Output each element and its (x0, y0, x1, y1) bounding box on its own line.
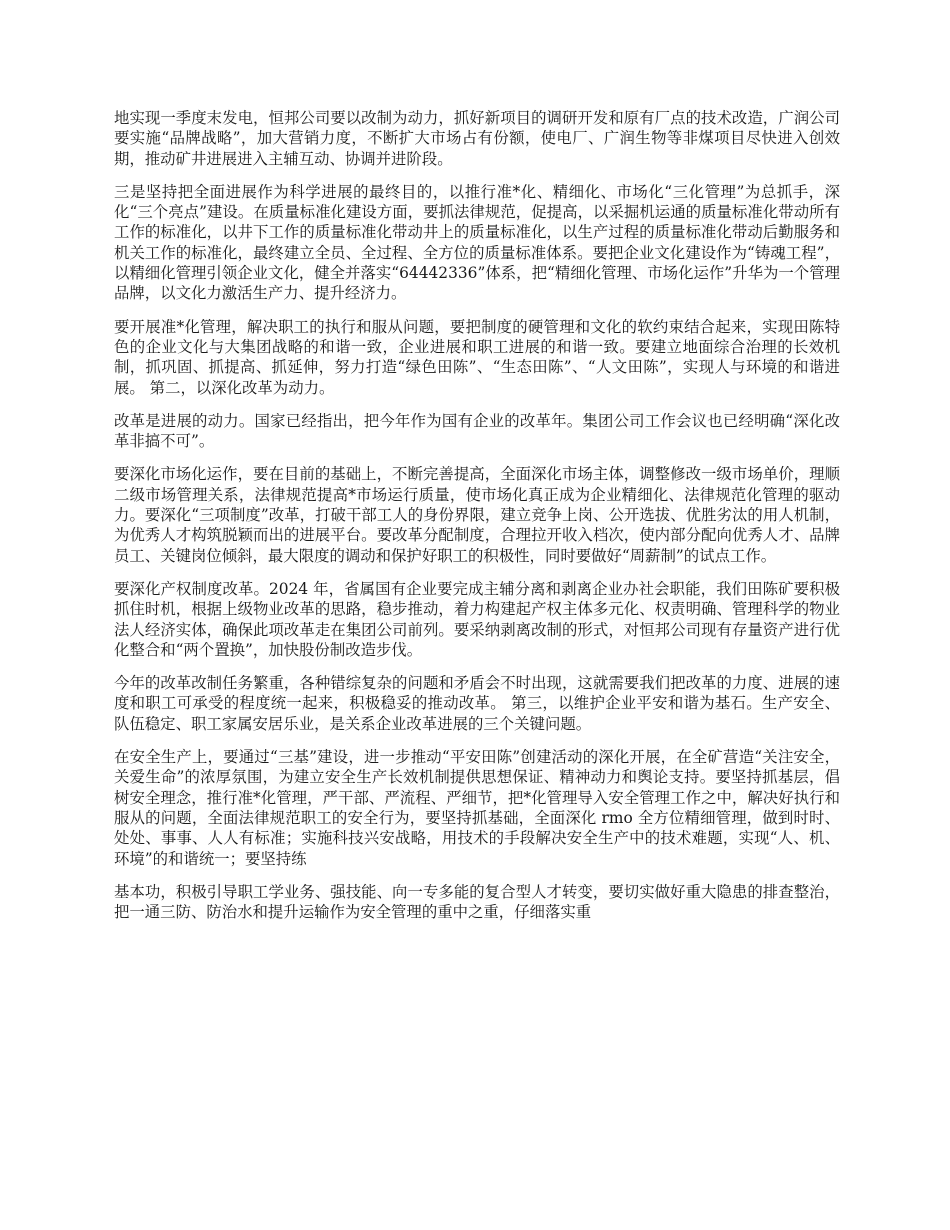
paragraph: 改革是进展的动力。国家已经指出，把今年作为国有企业的改革年。集团公司工作会议也已经明确“深化改革非搞不可”。 (114, 411, 840, 451)
paragraph: 今年的改革改制任务繁重，各种错综复杂的问题和矛盾会不时出现，这就需要我们把改革的力度、进展的速度和职工可承受的程度统一起来，积极稳妥的推动改革。 第三，以维护企业平安和谐为基石。生产安全、队伍稳定、职工家属安居乐业，是关系企业改革进展的三个关键问题。 (114, 674, 840, 733)
document-body (114, 108, 840, 935)
paragraph: 要开展准*化管理，解决职工的执行和服从问题，要把制度的硬管理和文化的软约束结合起来，实现田陈特色的企业文化与大集团战略的和谐一致，企业进展和职工进展的和谐一致。要建立地面综合治理的长效机制，抓巩固、抓提高、抓延伸，努力打造“绿色田陈”、“生态田陈”、“人文田陈”，实现人与环境的和谐进展。 第二，以深化改革为动力。 (114, 317, 840, 397)
paragraph: 基本功，积极引导职工学业务、强技能、向一专多能的复合型人才转变，要切实做好重大隐患的排查整治，把一通三防、防治水和提升运输作为安全管理的重中之重，仔细落实重 (114, 882, 840, 922)
paragraph: 要深化市场化运作，要在目前的基础上，不断完善提高，全面深化市场主体，调整修改一级市场单价，理顺二级市场管理关系，法律规范提高*市场运行质量，使市场化真正成为企业精细化、法律规范化管理的驱动力。要深化“三项制度”改革，打破干部工人的身份界限，建立竞争上岗、公开选拔、优胜劣汰的用人机制，为优秀人才构筑脱颖而出的进展平台。要改革分配制度，合理拉开收入档次，使内部分配向优秀人才、品牌员工、关键岗位倾斜，最大限度的调动和保护好职工的积极性，同时要做好“周薪制”的试点工作。 (114, 465, 840, 565)
paragraph: 三是坚持把全面进展作为科学进展的最终目的，以推行准*化、精细化、市场化“三化管理”为总抓手，深化“三个亮点”建设。在质量标准化建设方面，要抓法律规范，促提高，以采掘机运通的质量标准化带动所有工作的标准化，以井下工作的质量标准化带动井上的质量标准化，以生产过程的质量标准化带动后勤服务和机关工作的标准化，最终建立全员、全过程、全方位的质量标准体系。要把企业文化建设作为“铸魂工程”，以精细化管理引领企业文化，健全并落实“64442336”体系，把“精细化管理、市场化运作”升华为一个管理品牌，以文化力激活生产力、提升经济力。 (114, 182, 840, 303)
paragraph: 地实现一季度末发电，恒邦公司要以改制为动力，抓好新项目的调研开发和原有厂点的技术改造，广润公司要实施“品牌战略”，加大营销力度，不断扩大市场占有份额，使电厂、广润生物等非煤项目尽快进入创效期，推动矿井进展进入主辅互动、协调并进阶段。 (114, 109, 840, 168)
paragraph: 在安全生产上，要通过“三基”建设，进一步推动“平安田陈”创建活动的深化开展，在全矿营造“关注安全，关爱生命”的浓厚氛围，为建立安全生产长效机制提供思想保证、精神动力和舆论支持。要坚持抓基层，倡树安全理念，推行准*化管理，严干部、严流程、严细节，把*化管理导入安全管理工作之中，解决好执行和服从的问题，全面法律规范职工的安全行为，要坚持抓基础，全面深化 rmo 全方位精细管理，做到时时、处处、事事、人人有标准；实施科技兴安战略，用技术的手段解决安全生产中的技术难题，实现“人、机、环境”的和谐统一；要坚持练 (114, 748, 840, 868)
paragraph: 要深化产权制度改革。2024 年，省属国有企业要完成主辅分离和剥离企业办社会职能，我们田陈矿要积极抓住时机，根据上级物业改革的思路，稳步推动，着力构建起产权主体多元化、权责明确、管理科学的物业法人经济实体，确保此项改革走在集团公司前列。要采纳剥离改制的形式，对恒邦公司现有存量资产进行优化整合和“两个置换”，加快股份制改造步伐。 (114, 579, 840, 659)
